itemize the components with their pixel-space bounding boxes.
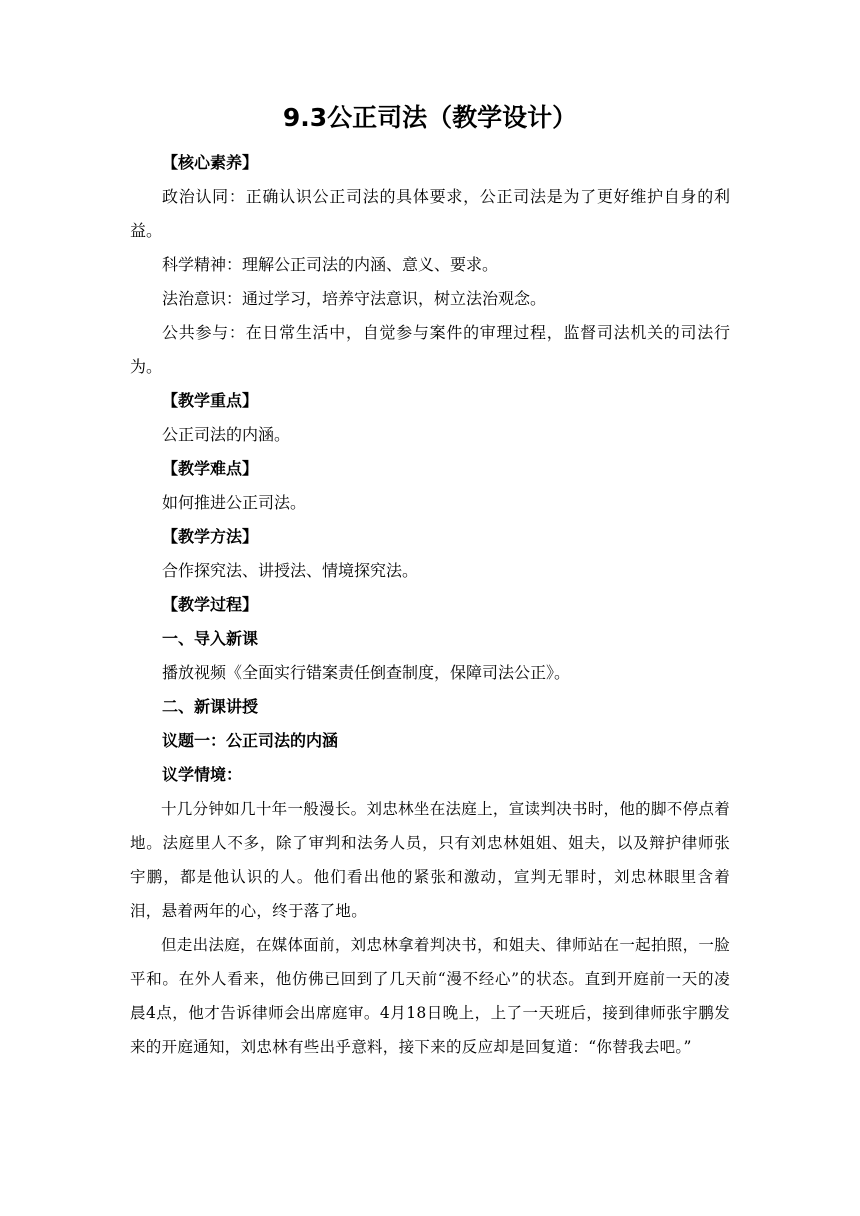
section-1-heading: 一、导入新课	[162, 629, 259, 648]
situation-paragraph-1: 十几分钟如几十年一般漫长。刘忠林坐在法庭上，宣读判决书时，他的脚不停点着地。法庭里人不多，除了审判和法务人员，只有刘忠林姐姐、姐夫，以及辩护律师张宇鹏，都是他认识的人。他们看出他的紧张和激动，宣判无罪时，刘忠林眼里含着泪，悬着两年的心，终于落了地。	[130, 800, 730, 920]
core-science-paragraph: 科学精神：理解公正司法的内涵、意义、要求。	[162, 255, 499, 274]
core-literacy-heading: 【核心素养】	[162, 153, 259, 172]
section-1-text: 播放视频《全面实行错案责任倒查制度，保障司法公正》。	[162, 663, 571, 682]
core-law-paragraph: 法治意识：通过学习，培养守法意识，树立法治观念。	[162, 289, 547, 308]
topic-1-heading: 议题一：公正司法的内涵	[162, 731, 339, 750]
situation-heading: 议学情境：	[162, 765, 243, 784]
document-title: 9.3公正司法（教学设计）	[282, 103, 578, 132]
core-public-paragraph: 公共参与：在日常生活中，自觉参与案件的审理过程，监督司法机关的司法行为。	[130, 323, 730, 376]
document-body	[130, 98, 730, 1064]
method-heading: 【教学方法】	[162, 527, 259, 546]
key-point-text: 公正司法的内涵。	[162, 425, 291, 444]
section-2-heading: 二、新课讲授	[162, 697, 259, 716]
method-text: 合作探究法、讲授法、情境探究法。	[162, 561, 419, 580]
process-heading: 【教学过程】	[162, 595, 259, 614]
difficulty-text: 如何推进公正司法。	[162, 493, 307, 512]
core-political-paragraph: 政治认同：正确认识公正司法的具体要求，公正司法是为了更好维护自身的利益。	[130, 187, 730, 240]
situation-paragraph-2: 但走出法庭，在媒体面前，刘忠林拿着判决书，和姐夫、律师站在一起拍照，一脸平和。在外人看来，他仿佛已回到了几天前“漫不经心”的状态。直到开庭前一天的凌晨4点，他才告诉律师会出席庭审。4月18日晚上，上了一天班后，接到律师张宇鹏发来的开庭通知，刘忠林有些出乎意料，接下来的反应却是回复道：“你替我去吧。”	[130, 936, 730, 1056]
key-point-heading: 【教学重点】	[162, 391, 259, 410]
difficulty-heading: 【教学难点】	[162, 459, 259, 478]
